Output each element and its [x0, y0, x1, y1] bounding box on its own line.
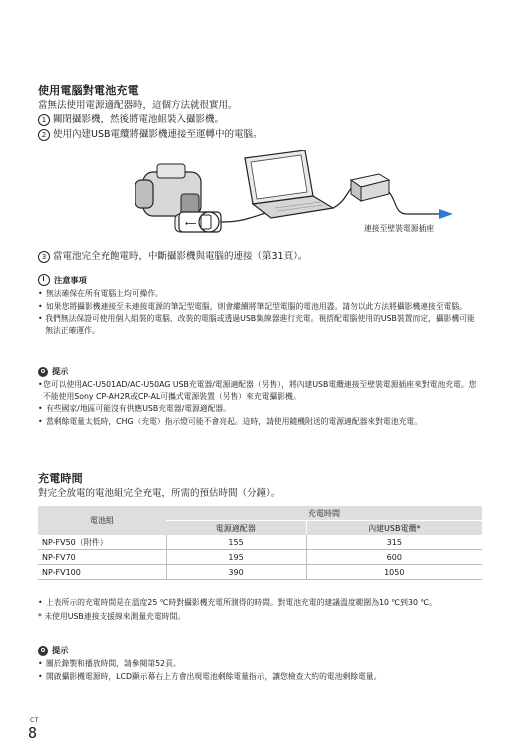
tips-heading-1 [38, 366, 68, 377]
asterisk-note: * 未使用USB連接支援線來測量充電時間。 [38, 611, 186, 621]
tips-list-2 [38, 658, 480, 682]
list-item: • 我們無法保證可使用個人組裝的電腦、改裝的電腦或透過USB集線器進行充電。視搭配電腦使用的USB裝置而定，攝影機可能無法正確運作。 [38, 314, 475, 335]
table-cell-adapter: 155 [166, 535, 306, 550]
step-2 [38, 128, 263, 141]
usb-plug-icon [179, 212, 221, 232]
section-intro: 當無法使用電源適配器時，這個方法就很實用。 [38, 100, 238, 111]
charging-time-intro: 對完全放電的電池組完全充電，所需的預估時間（分鐘）。 [38, 488, 281, 499]
col-adapter-header: 電源適配器 [166, 521, 306, 536]
list-item: • 有些國家/地區可能沒有供應USB充電器/電源適配器。 [38, 404, 231, 413]
step-3-number: 3 [38, 251, 50, 263]
list-item: • 開啟攝影機電源時，LCD顯示幕右上方會出現電池剩餘電量指示，讓您檢查大約的電池剩餘電量。 [38, 671, 382, 681]
notes-title: 注意事項 [54, 274, 87, 285]
table-row [38, 550, 482, 565]
wall-arrow-icon [439, 209, 453, 219]
figure-label: 連接至壁裝電源插座 [364, 224, 435, 233]
table-row [38, 565, 482, 580]
table-cell-battery: NP-FV50（附件） [38, 535, 166, 550]
step-2-number: 2 [38, 129, 50, 141]
step-1-text: 關閉攝影機，然後將電池組裝入攝影機。 [53, 114, 225, 125]
laptop-icon [245, 150, 333, 218]
table-cell-adapter: 390 [166, 565, 306, 580]
footer-language-code: CT [30, 717, 39, 724]
list-item: • 如果您將攝影機連接至未連接電源的筆記型電腦，則會繼續將筆記型電腦的電池用盡。請勿以此方法將攝影機連接至電腦。 [38, 301, 468, 311]
table-cell-usb: 315 [386, 537, 402, 547]
tip-bulb-icon [38, 367, 48, 377]
tips-title-2: 提示 [52, 645, 69, 655]
svg-text:⟵: ⟵ [185, 219, 197, 228]
section-title-charging-time: 充電時間 [38, 472, 83, 485]
step-3 [38, 250, 307, 263]
charging-time-table [38, 506, 482, 580]
table-cell-battery: NP-FV70 [38, 550, 166, 565]
table-cell-usb: 1050 [384, 567, 405, 577]
section-title-pc-charging: 使用電腦對電池充電 [38, 84, 139, 97]
adapter-cable [333, 186, 353, 208]
col-time-header: 充電時間 [308, 508, 340, 518]
list-item: • 您可以使用AC-U501AD/AC-U50AG USB充電器/電源適配器（另售），將內建USB電纜連接至壁裝電源插座來對電池充電。您不能使用Sony CP-AH2R或CP-AL可攜式電源裝置（另售）來充電攝影機。 [38, 380, 477, 401]
table-cell-usb: 600 [386, 552, 402, 562]
step-3-text: 當電池完全充飽電時，中斷攝影機與電腦的連接（第31頁）。 [53, 251, 308, 262]
list-item: • 當剩餘電量太低時，CHG（充電）指示燈可能不會亮起。這時，請使用隨機附送的電源適配器來對電池充電。 [38, 416, 423, 426]
table-header-row [38, 506, 482, 521]
wall-cord [389, 192, 439, 214]
col-usb-header: 內建USB電纜* [306, 521, 482, 536]
tips-title-1: 提示 [52, 366, 69, 376]
caution-icon [38, 274, 50, 286]
table-notes [38, 597, 480, 622]
ac-adapter-icon [351, 174, 389, 201]
step-1-number: 1 [38, 114, 50, 126]
tips-heading-2 [38, 645, 68, 656]
table-cell-adapter: 195 [166, 550, 306, 565]
tips-list-1 [38, 379, 480, 427]
notes-heading [38, 274, 87, 286]
page-number: 8 [28, 724, 38, 742]
list-item: • 關於錄製和播放時間，請參閱第52頁。 [38, 659, 181, 668]
list-item: • 無法確保在所有電腦上均可操作。 [38, 289, 163, 298]
col-battery-header: 電池組 [90, 516, 114, 525]
step-2-text: 使用內建USB電纜將攝影機連接至運轉中的電腦。 [53, 129, 263, 140]
table-cell-battery: NP-FV100 [38, 565, 166, 580]
notes-list [38, 288, 480, 336]
list-item: • 上表所示的充電時間是在溫度25 ℃時對攝影機充電所測得的時間。對電池充電的建議溫度範圍為10 ℃到30 ℃。 [38, 598, 437, 607]
tip-bulb-icon [38, 646, 48, 656]
step-1 [38, 113, 224, 126]
table-row [38, 535, 482, 550]
